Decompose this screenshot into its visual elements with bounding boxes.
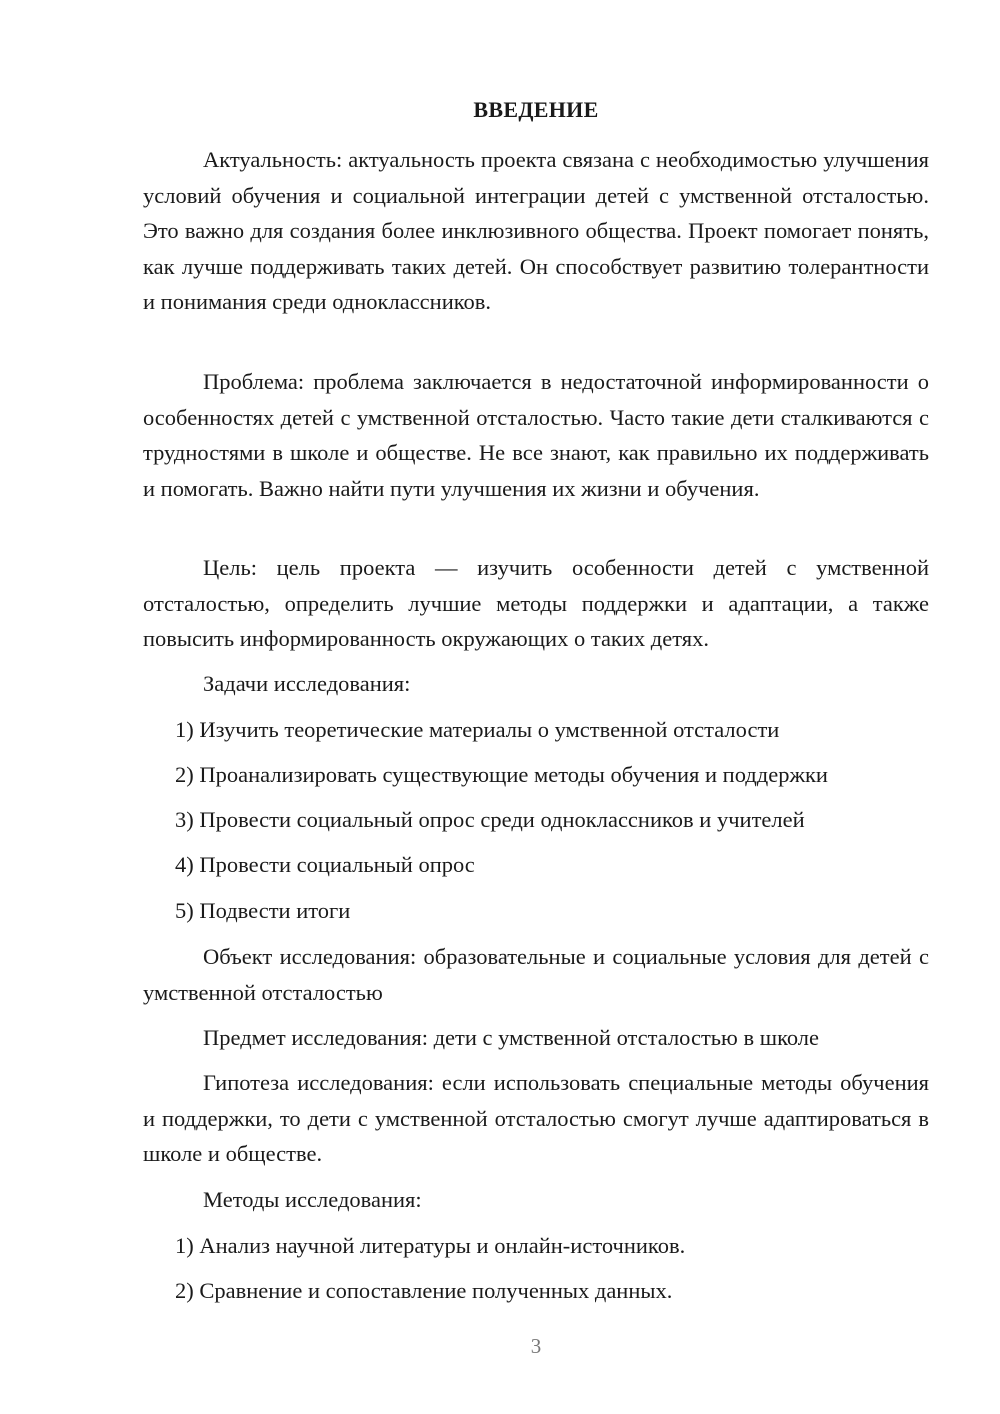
tasks-title: Задачи исследования: (203, 671, 411, 696)
page-title: ВВЕДЕНИЕ (473, 97, 599, 122)
paragraph-relevance: Актуальность: актуальность проекта связана с необходимостью улучшения условий обучения и социальной интеграции детей с умственной отсталостью. Это важно для создания более инклюзивного общества. Проект помогает понять, как лучше поддерживать таких детей. Он способствует развитию толерантности и понимания среди одноклассников. (143, 147, 929, 314)
paragraph-goal: Цель: цель проекта — изучить особенности детей с умственной отсталостью, определить лучшие методы поддержки и адаптации, а также повысить информированность окружающих о таких детях. (143, 555, 929, 651)
paragraph-problem: Проблема: проблема заключается в недостаточной информированности о особенностях детей с умственной отсталостью. Часто такие дети сталкиваются с трудностями в школе и обществе. Не все знают, как правильно их поддерживать и помогать. Важно найти пути улучшения их жизни и обучения. (143, 369, 929, 501)
task-item: 1) Изучить теоретические материалы о умственной отсталости (175, 717, 780, 742)
task-item: 3) Провести социальный опрос среди одноклассников и учителей (175, 807, 805, 832)
method-item: 2) Сравнение и сопоставление полученных данных. (175, 1278, 673, 1303)
methods-title: Методы исследования: (203, 1187, 422, 1212)
task-item: 5) Подвести итоги (175, 898, 351, 923)
paragraph-subject: Предмет исследования: дети с умственной отсталостью в школе (203, 1025, 820, 1050)
paragraph-object: Объект исследования: образовательные и социальные условия для детей с умственной отсталостью (143, 944, 929, 1005)
task-item: 4) Провести социальный опрос (175, 852, 475, 877)
paragraph-hypothesis: Гипотеза исследования: если использовать специальные методы обучения и поддержки, то дети с умственной отсталостью смогут лучше адаптироваться в школе и обществе. (143, 1070, 929, 1166)
page-number: 3 (530, 1334, 542, 1358)
method-item: 1) Анализ научной литературы и онлайн-источников. (175, 1233, 686, 1258)
document-page (143, 0, 929, 1414)
task-item: 2) Проанализировать существующие методы обучения и поддержки (175, 762, 828, 787)
